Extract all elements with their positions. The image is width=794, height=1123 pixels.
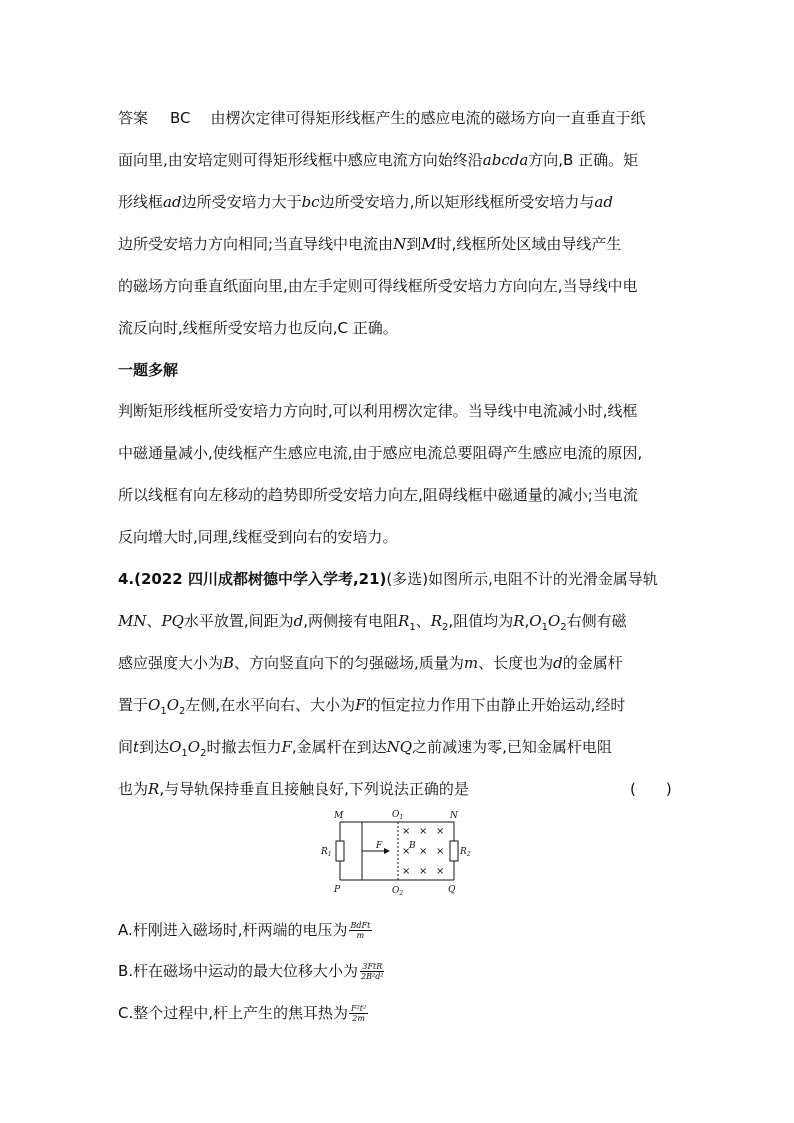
label-f: F bbox=[376, 841, 383, 851]
circuit-figure bbox=[318, 808, 478, 904]
field-cross: × bbox=[402, 826, 411, 837]
option-a bbox=[118, 920, 372, 940]
answer-text: 方向,B 正确。矩 bbox=[528, 151, 639, 169]
field-cross: × bbox=[419, 826, 428, 837]
question-line-1 bbox=[118, 569, 658, 589]
field-cross: × bbox=[419, 846, 428, 857]
option-c-text: C.整个过程中,杆上产生的焦耳热为 bbox=[118, 1004, 349, 1022]
q-text: 时撤去恒力 bbox=[206, 738, 282, 756]
resistor-r2 bbox=[450, 841, 458, 861]
q-text: 、 bbox=[146, 612, 162, 630]
option-c-fraction bbox=[349, 1004, 368, 1023]
answer-math: ad bbox=[594, 193, 613, 211]
label-o2: $O_2$ bbox=[392, 886, 404, 897]
q-text: 、方向竖直向下的匀强磁场,质量为 bbox=[234, 654, 464, 672]
frac-numerator: BdFt bbox=[350, 921, 371, 930]
q-math: O bbox=[169, 738, 182, 756]
question-line-4 bbox=[118, 695, 625, 722]
q-text: 置于 bbox=[118, 696, 149, 714]
q-sub: 1 bbox=[541, 622, 548, 633]
question-line-6 bbox=[118, 779, 469, 799]
option-c bbox=[118, 1003, 368, 1023]
q-sub: 1 bbox=[409, 622, 416, 633]
q-text: 之前减速为零,已知金属杆电阻 bbox=[412, 738, 612, 756]
q-text: 、 bbox=[415, 612, 431, 630]
q-math: R bbox=[430, 612, 443, 630]
question-type: (多选) bbox=[386, 570, 429, 588]
option-a-fraction bbox=[349, 921, 373, 940]
answer-text: 边所受安培力方向相同;当直导线中电流由 bbox=[118, 235, 394, 253]
field-cross: × bbox=[436, 846, 445, 857]
q-text: 的恒定拉力作用下由静止开始运动,经时 bbox=[365, 696, 626, 714]
label-q: Q bbox=[448, 885, 456, 895]
label-r1: $R_1$ bbox=[321, 847, 332, 858]
q-math: R bbox=[398, 612, 410, 630]
q-text: ,与导轨保持垂直且接触良好,下列说法正确的是 bbox=[159, 780, 469, 798]
question-line-3 bbox=[118, 653, 623, 673]
frac-denominator: m bbox=[356, 931, 365, 940]
q-math: O bbox=[166, 696, 180, 714]
field-cross: × bbox=[436, 826, 445, 837]
field-cross: × bbox=[436, 866, 445, 877]
q-math: F bbox=[355, 696, 366, 714]
q-math: d bbox=[293, 612, 304, 630]
q-math: O bbox=[148, 696, 161, 714]
label-p: P bbox=[334, 885, 341, 895]
q-text: 间 bbox=[118, 738, 134, 756]
answer-line-1 bbox=[118, 108, 646, 128]
q-text: ,阻值均为 bbox=[448, 612, 514, 630]
answer-math: abcda bbox=[482, 151, 529, 169]
q-math: O bbox=[187, 738, 201, 756]
q-math: O bbox=[529, 612, 542, 630]
label-r2: $R_2$ bbox=[460, 847, 471, 858]
magnetic-field bbox=[402, 826, 444, 877]
q-sub: 2 bbox=[179, 706, 186, 717]
frac-numerator: 3FtR bbox=[362, 962, 383, 971]
q-math: NQ bbox=[386, 738, 413, 756]
answer-label: 答案 bbox=[118, 109, 149, 127]
label-m: M bbox=[334, 811, 344, 821]
field-cross: × bbox=[419, 866, 428, 877]
answer-choice: BC bbox=[170, 109, 191, 127]
label-b: B bbox=[409, 841, 416, 851]
label-n: N bbox=[450, 811, 458, 821]
question-line-2 bbox=[118, 611, 627, 638]
option-b bbox=[118, 961, 386, 981]
q-text: 、长度也为 bbox=[478, 654, 554, 672]
q-math: R bbox=[513, 612, 525, 630]
extra-line-2: 中磁通量减小,使线框产生感应电流,由于感应电流总要阻碍产生感应电流的原因, bbox=[118, 444, 643, 462]
answer-text: 形线框 bbox=[118, 193, 164, 211]
q-sub: 1 bbox=[181, 748, 188, 759]
answer-math: bc bbox=[301, 193, 320, 211]
q-text: ,金属杆在到达 bbox=[291, 738, 387, 756]
answer-text: 由楞次定律可得矩形线框产生的感应电流的磁场方向一直垂直于纸 bbox=[210, 109, 646, 127]
q-text: , bbox=[524, 612, 530, 630]
q-text: 的金属杆 bbox=[562, 654, 623, 672]
answer-text: 边所受安培力大于 bbox=[181, 193, 302, 211]
q-math: t bbox=[133, 738, 140, 756]
answer-line-4 bbox=[118, 234, 621, 254]
q-sub: 1 bbox=[160, 706, 167, 717]
extra-line-3: 所以线框有向左移动的趋势即所受安培力向左,阻碍线框中磁通量的减小;当电流 bbox=[118, 486, 638, 504]
extra-line-1: 判断矩形线框所受安培力方向时,可以利用楞次定律。当导线中电流减小时,线框 bbox=[118, 402, 638, 420]
answer-line-6: 流反向时,线框所受安培力也反向,C 正确。 bbox=[118, 319, 398, 337]
answer-math: N bbox=[393, 235, 407, 253]
answer-line-2 bbox=[118, 150, 638, 170]
q-text: 左侧,在水平向右、大小为 bbox=[185, 696, 356, 714]
label-o1: $O_1$ bbox=[392, 810, 404, 821]
question-line-5 bbox=[118, 737, 612, 764]
answer-math: M bbox=[421, 235, 437, 253]
q-math: R bbox=[148, 780, 160, 798]
option-b-text: B.杆在磁场中运动的最大位移大小为 bbox=[118, 962, 359, 980]
option-b-fraction bbox=[359, 962, 386, 981]
option-a-text: A.杆刚进入磁场时,杆两端的电压为 bbox=[118, 921, 348, 939]
question-number: 4. bbox=[118, 570, 135, 588]
q-text: ,两侧接有电阻 bbox=[303, 612, 399, 630]
frac-denominator: 2m bbox=[352, 1014, 365, 1023]
frac-numerator: F²t² bbox=[351, 1004, 367, 1013]
question-text: 如图所示,电阻不计的光滑金属导轨 bbox=[428, 570, 658, 588]
answer-text: 到 bbox=[406, 235, 422, 253]
force-arrow-head bbox=[384, 848, 390, 854]
answer-text: 时,线框所处区域由导线产生 bbox=[436, 235, 622, 253]
q-text: 右侧有磁 bbox=[566, 612, 627, 630]
extra-heading: 一题多解 bbox=[118, 361, 179, 379]
q-math: d bbox=[553, 654, 563, 672]
q-math: PQ bbox=[161, 612, 184, 630]
q-text: 也为 bbox=[118, 780, 149, 798]
q-math: m bbox=[463, 654, 479, 672]
answer-line-5: 的磁场方向垂直纸面向里,由左手定则可得线框所受安培力方向向左,当导线中电 bbox=[118, 277, 638, 295]
q-math: F bbox=[281, 738, 292, 756]
q-math: O bbox=[547, 612, 561, 630]
answer-blank: ( ) bbox=[630, 780, 672, 798]
q-text: 感应强度大小为 bbox=[118, 654, 224, 672]
question-source: (2022 四川成都树德中学入学考,21) bbox=[134, 570, 387, 588]
q-math: B bbox=[223, 654, 235, 672]
q-text: 到达 bbox=[139, 738, 170, 756]
q-sub: 2 bbox=[442, 622, 449, 633]
q-text: 水平放置,间距为 bbox=[183, 612, 294, 630]
answer-math: ad bbox=[163, 193, 182, 211]
resistor-r1 bbox=[336, 841, 344, 861]
answer-text: 面向里,由安培定则可得矩形线框中感应电流方向始终沿 bbox=[118, 151, 483, 169]
q-math: MN bbox=[118, 612, 147, 630]
q-sub: 2 bbox=[560, 622, 567, 633]
answer-line-3 bbox=[118, 192, 613, 212]
q-sub: 2 bbox=[200, 748, 207, 759]
extra-line-4: 反向增大时,同理,线框受到向右的安培力。 bbox=[118, 528, 398, 546]
field-cross: × bbox=[402, 866, 411, 877]
field-cross: × bbox=[402, 846, 411, 857]
frac-denominator: 2B²d² bbox=[361, 972, 384, 981]
answer-text: 边所受安培力,所以矩形线框所受安培力与 bbox=[319, 193, 595, 211]
